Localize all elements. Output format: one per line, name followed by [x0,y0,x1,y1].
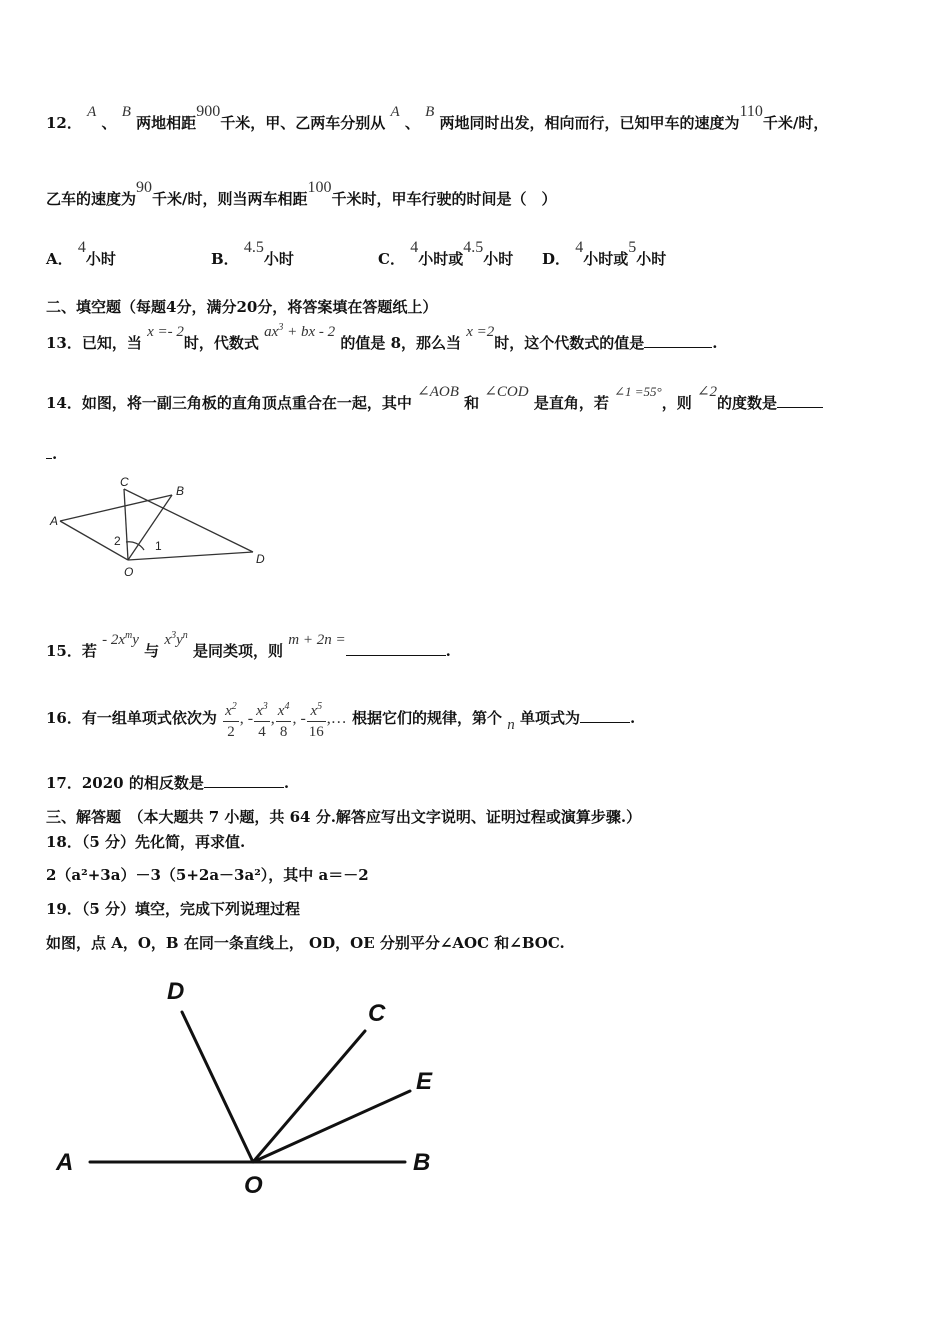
text: 2020 的相反数是 [81,774,204,792]
text: 乙车的速度为 [46,190,137,208]
label-c: C [120,475,129,489]
label-c: C [368,1000,386,1027]
answer-blank[interactable] [204,773,284,788]
period: . [283,774,290,792]
text: 是直角，若 [533,394,609,412]
q18-expression: 2（a²+3a）－3（5+2a－3a²），其中 a＝－2 [46,866,369,884]
option-value: 5 [628,239,637,256]
q15 [46,630,451,661]
answer-blank[interactable] [777,393,823,408]
separator: 、 [404,114,420,132]
fraction-1 [223,697,239,742]
text: 千米时，甲车行驶的时间是（ ） [331,190,557,208]
condition: x =- 2 [147,324,184,340]
option-label: C． [378,250,405,268]
period: . [712,334,718,352]
q16-number: 16． [46,709,82,727]
option-d[interactable] [542,239,667,269]
answer-blank[interactable] [644,333,712,348]
label-b: B [176,484,185,498]
q14-line2 [46,444,57,463]
q19-title: 19．（5 分）填空，完成下列说理过程 [46,900,301,918]
q16 [46,693,635,743]
text: 若 [81,642,97,660]
section-2-heading: 二、填空题（每题4分，满分20分，将答案填在答题纸上） [46,298,438,316]
expression: $ax^3$ + bx - 2 [264,322,336,340]
text: 已知，当 [81,334,142,352]
text: 与 [144,642,160,660]
label-angle-2: 2 [114,534,121,548]
q14 [46,384,823,413]
figure-q14 [40,470,280,580]
text: 如图，将一副三角板的直角顶点重合在一起，其中 [81,394,412,412]
text: 千米，甲、乙两车分别从 [220,114,386,132]
fraction-denominator: 8 [279,723,288,740]
q12-line1 [46,103,829,133]
label-o: O [124,565,134,579]
segment-cd [124,489,253,552]
q15-number: 15． [46,642,82,660]
label-a: A [50,514,59,528]
variable-n: n [507,717,515,733]
text: 的度数是 [717,394,778,412]
angle-2: ∠2 [696,384,718,400]
ellipsis: ,… [326,710,347,727]
text: 两地同时出发，相向而行，已知甲车的速度为 [439,114,740,132]
option-b[interactable] [211,239,294,269]
q18-title: 18．（5 分）先化简，再求值. [46,833,246,851]
answer-blank[interactable] [346,641,446,656]
point-b: B [121,104,131,120]
option-text: 小时 [85,250,116,268]
text: 千米/时，则当两车相距 [152,190,308,208]
q17 [46,772,289,793]
fraction-denominator: 4 [258,723,266,740]
fraction-numerator: $x^3$ [254,697,270,722]
ray-oc [253,1031,365,1162]
text: 单项式为 [520,709,581,727]
period: . [52,445,58,463]
option-text: 小时或 [583,250,629,268]
segment-ab [60,495,172,521]
option-value: 4.5 [463,239,484,256]
speed-b: 90 [136,179,153,196]
text: 两地相距 [136,114,197,132]
fraction-denominator: 2 [227,723,235,740]
text: 有一组单项式依次为 [81,709,217,727]
option-c[interactable] [378,239,514,269]
label-angle-1: 1 [155,539,162,553]
text: ，则 [661,394,692,412]
option-value: 4 [410,239,419,256]
separator: 、 [101,114,117,132]
q16-rule-text: 根据它们的规律，第个 [352,709,503,727]
fraction-numerator: $x^4$ [276,697,292,722]
fraction-numerator: $x^5$ [307,697,326,722]
speed-a: 110 [739,103,763,120]
option-text: 小时 [483,250,514,268]
period: . [445,642,451,660]
q19-description: 如图，点 A，O，B 在同一条直线上， OD，OE 分别平分∠AOC 和∠BOC. [46,934,565,952]
answer-blank[interactable] [580,708,630,723]
option-text: 小时 [263,250,294,268]
point-b: B [425,104,435,120]
angle-cod: ∠COD [484,384,529,400]
fraction-separator: , - [239,710,254,727]
option-a[interactable] [46,239,116,269]
text: 是同类项，则 [193,642,284,660]
text: 时，这个代数式的值是 [494,334,645,352]
fraction-4 [307,697,326,742]
figure-q19 [40,965,460,1205]
monomial-2: $x^3y^n$ [164,630,188,648]
q14-number: 14． [46,394,82,412]
ray-oe [253,1091,410,1162]
fraction-numerator: $x^2$ [223,697,239,722]
text: 千米/时， [762,114,829,132]
label-o: O [244,1172,263,1199]
option-value: 4 [575,239,584,256]
gap-value: 100 [307,179,332,196]
expression: m + 2n = [288,632,346,648]
q17-number: 17． [46,774,82,792]
option-value: 4.5 [243,239,264,256]
text: 的值是 8，那么当 [340,334,462,352]
segment-co [124,489,128,560]
fraction-3 [276,697,292,742]
option-label: B． [211,250,239,268]
period: . [630,709,636,727]
monomial-sequence [222,700,327,740]
point-a: A [390,104,400,120]
segment-od [128,552,253,560]
section-3-heading: 三、解答题 （本大题共 7 小题，共 64 分.解答应写出文字说明、证明过程或演算步骤.） [46,808,642,826]
option-label: A． [46,250,73,268]
condition: x =2 [466,324,495,340]
monomial-1: - $2x^my$ [102,630,139,648]
label-d: D [167,978,185,1005]
q13-number: 13． [46,334,82,352]
label-a: A [56,1149,74,1176]
option-label: D． [542,250,571,268]
label-e: E [416,1068,433,1095]
option-text: 小时 [636,250,667,268]
fraction-separator: , - [292,710,306,727]
ray-od [182,1012,253,1162]
label-b: B [413,1149,431,1176]
text: 时，代数式 [183,334,259,352]
text: 和 [464,394,480,412]
label-d: D [256,552,265,566]
fraction-separator: , [270,710,275,727]
fraction-2 [254,697,270,742]
q12-number: 12． [46,114,82,132]
option-text: 小时或 [418,250,464,268]
angle-condition: ∠1 =55° [614,384,662,399]
q12-line2 [46,179,557,209]
distance-value: 900 [196,103,221,120]
point-a: A [87,104,97,120]
fraction-denominator: 16 [308,723,324,740]
segment-bo [128,495,172,560]
option-value: 4 [77,239,86,256]
angle-aob: ∠AOB [417,384,459,400]
q13 [46,322,718,353]
